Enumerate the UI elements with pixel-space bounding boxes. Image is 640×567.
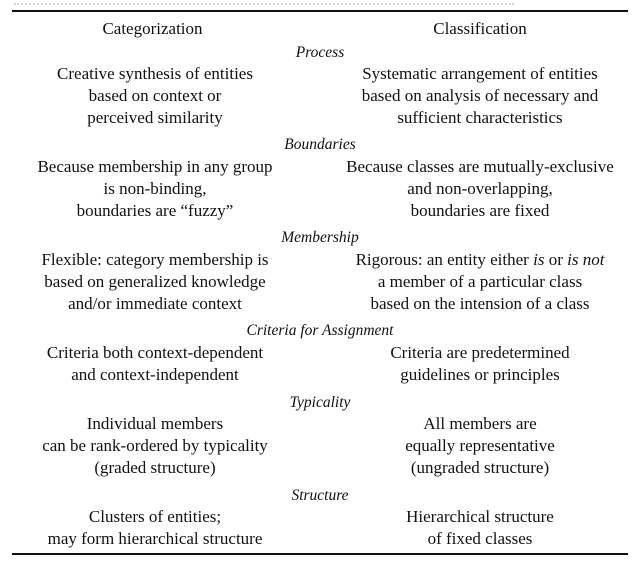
cell-line: All members are <box>423 414 537 433</box>
cell-line: of fixed classes <box>427 529 533 548</box>
cell-line: Systematic arrangement of entities <box>362 64 598 83</box>
emphasis-is: is <box>533 250 545 269</box>
cell-typicality-classification <box>325 413 635 479</box>
table-top-rule <box>12 10 628 12</box>
cell-process-categorization <box>10 63 300 129</box>
cell-process-classification <box>325 63 635 129</box>
cell-line: perceived similarity <box>87 108 223 127</box>
section-label-membership: Membership <box>281 229 359 246</box>
column-header-categorization: Categorization <box>102 19 203 38</box>
cell-line: Flexible: category membership is <box>41 250 269 269</box>
cell-line: boundaries are “fuzzy” <box>76 201 234 220</box>
cell-boundaries-categorization <box>10 156 300 222</box>
cell-line: Hierarchical structure <box>406 507 554 526</box>
cell-line: (graded structure) <box>94 458 216 477</box>
text-run: or <box>544 250 568 269</box>
cell-membership-categorization <box>10 249 300 315</box>
cell-line: based on generalized knowledge <box>44 272 266 291</box>
cell-line: boundaries are fixed <box>410 201 550 220</box>
cell-line: sufficient characteristics <box>397 108 563 127</box>
cell-line <box>325 249 635 271</box>
section-label-structure: Structure <box>291 487 349 504</box>
cell-typicality-categorization <box>10 413 300 479</box>
cell-line: and non-overlapping, <box>407 179 553 198</box>
cell-criteria-categorization <box>10 342 300 386</box>
cell-line: Individual members <box>86 414 224 433</box>
section-label-criteria: Criteria for Assignment <box>246 322 394 339</box>
emphasis-is-not: is not <box>567 250 605 269</box>
cell-line: may form hierarchical structure <box>47 529 263 548</box>
text-run: Rigorous: an entity either <box>355 250 534 269</box>
column-header-classification: Classification <box>433 19 527 38</box>
cell-line: Criteria both context-dependent <box>46 343 264 362</box>
cell-line: Because classes are mutually-exclusive <box>346 157 614 176</box>
cell-line: Creative synthesis of entities <box>57 64 253 83</box>
section-label-boundaries: Boundaries <box>284 136 356 153</box>
cell-criteria-classification <box>325 342 635 386</box>
section-label-process: Process <box>295 44 345 61</box>
cell-line: guidelines or principles <box>400 365 560 384</box>
cropped-caption-remnant <box>14 0 514 5</box>
cell-line: equally representative <box>405 436 555 455</box>
cell-line: a member of a particular class <box>377 272 583 291</box>
cell-structure-categorization <box>10 506 300 550</box>
cell-line: Criteria are predetermined <box>390 343 570 362</box>
cell-line: based on analysis of necessary and <box>361 86 599 105</box>
cell-line: is non-binding, <box>103 179 207 198</box>
cell-line: (ungraded structure) <box>410 458 550 477</box>
table-bottom-rule <box>12 553 628 555</box>
cell-line: Clusters of entities; <box>88 507 222 526</box>
cell-membership-classification <box>325 249 635 315</box>
section-label-typicality: Typicality <box>289 394 351 411</box>
cell-boundaries-classification <box>325 156 635 222</box>
cell-line: and/or immediate context <box>68 294 242 313</box>
cell-line: based on context or <box>88 86 222 105</box>
cell-structure-classification <box>325 506 635 550</box>
cell-line: based on the intension of a class <box>370 294 590 313</box>
cell-line: can be rank-ordered by typicality <box>42 436 268 455</box>
cell-line: and context-independent <box>71 365 239 384</box>
cell-line: Because membership in any group <box>37 157 273 176</box>
